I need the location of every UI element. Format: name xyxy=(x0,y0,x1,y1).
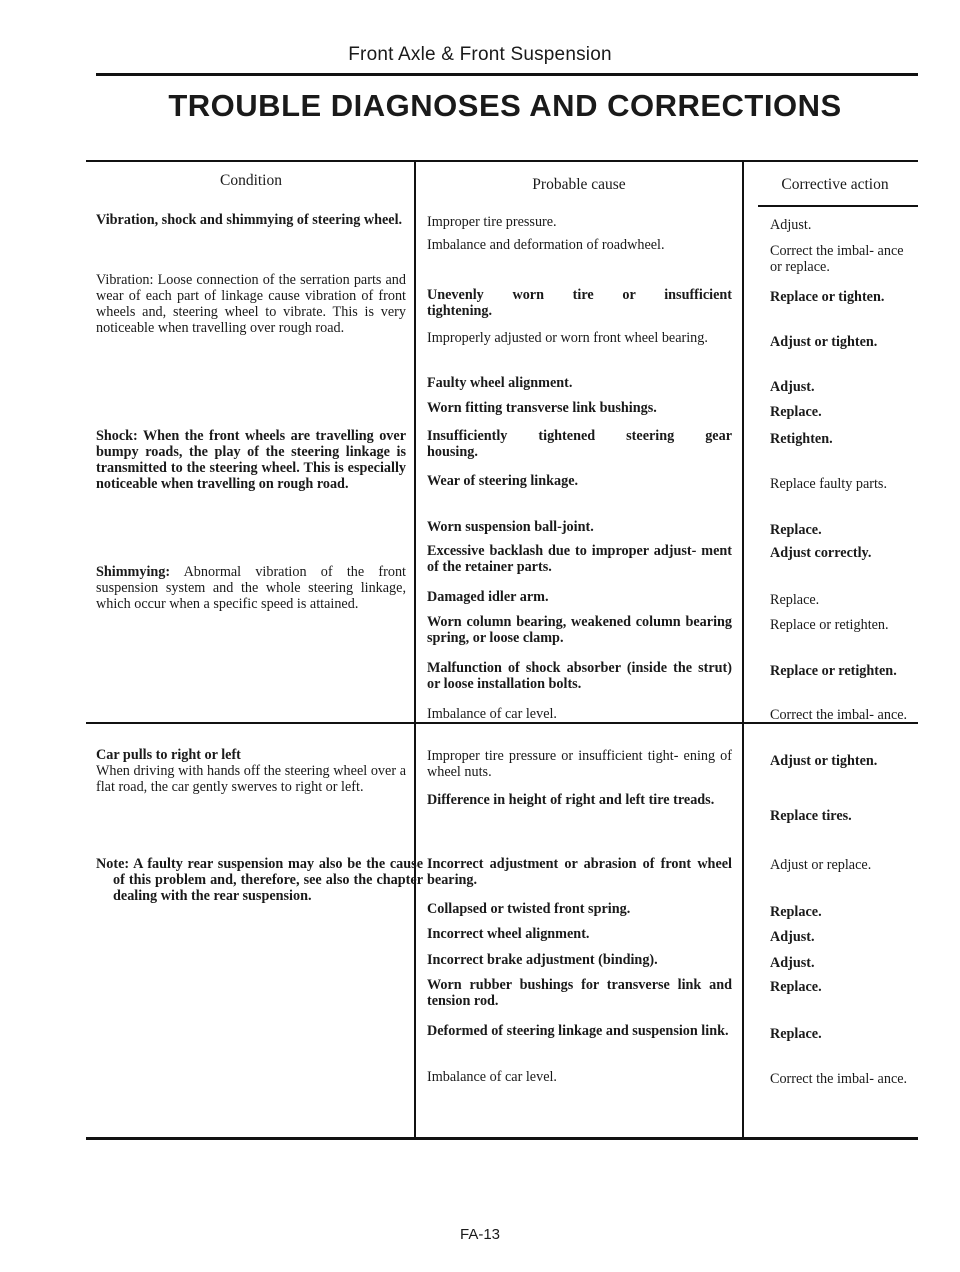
cause-item: Collapsed or twisted front spring. xyxy=(427,901,631,917)
cause-item: Difference in height of right and left tire treads. xyxy=(427,792,715,808)
action-item: Replace. xyxy=(770,592,820,608)
cause-item: Worn rubber bushings for transverse link and tension rod. xyxy=(427,977,732,1009)
condition-note: Note: A faulty rear suspension may also be the cause of this problem and, therefore, see also the chapter dealing with the rear suspension. xyxy=(96,856,423,904)
action-item: Replace tires. xyxy=(770,808,852,824)
action-item: Adjust or replace. xyxy=(770,857,872,873)
column-divider-right xyxy=(742,161,744,1138)
action-item: Replace faulty parts. xyxy=(770,476,887,492)
cause-item: Incorrect brake adjustment (binding). xyxy=(427,952,658,968)
header-rule xyxy=(96,73,918,76)
condition-label: Shock: xyxy=(96,428,138,444)
cause-item: Malfunction of shock absorber (inside the strut) or loose installation bolts. xyxy=(427,660,732,692)
action-item: Replace or retighten. xyxy=(770,617,889,633)
action-item: Replace. xyxy=(770,904,822,920)
table-bottom-rule xyxy=(86,1137,918,1140)
table-top-rule xyxy=(86,160,918,162)
action-item: Adjust. xyxy=(770,217,812,233)
condition-shock: Shock: When the front wheels are travelling over bumpy roads, the play of the steering linkage is transmitted to the steering wheel. This is especially noticeable when travelling on rough road. xyxy=(96,428,406,492)
action-item: Adjust correctly. xyxy=(770,545,872,561)
column-header-cause: Probable cause xyxy=(532,176,626,193)
action-item: Adjust. xyxy=(770,929,815,945)
cause-item: Insufficiently tightened steering gear housing. xyxy=(427,428,732,460)
column-header-action: Corrective action xyxy=(781,176,889,193)
action-item: Correct the imbal- ance or replace. xyxy=(770,243,904,275)
cause-item: Imbalance of car level. xyxy=(427,1069,557,1085)
cause-item: Improperly adjusted or worn front wheel bearing. xyxy=(427,330,708,346)
cause-item: Incorrect adjustment or abrasion of front wheel bearing. xyxy=(427,856,732,888)
cause-item: Improper tire pressure. xyxy=(427,214,557,230)
action-item: Adjust. xyxy=(770,379,815,395)
condition-description: When driving with hands off the steering wheel over a flat road, the car gently swerves to right or left. xyxy=(96,763,406,795)
condition-label: Shimmying: xyxy=(96,564,171,580)
action-item: Adjust. xyxy=(770,955,815,971)
cause-item: Worn fitting transverse link bushings. xyxy=(427,400,657,416)
action-item: Replace or tighten. xyxy=(770,289,885,305)
cause-item: Excessive backlash due to improper adjust- ment of the retainer parts. xyxy=(427,543,732,575)
action-item: Correct the imbal- ance. xyxy=(770,1071,908,1087)
condition-label: Vibration: xyxy=(96,272,154,288)
cause-item: Damaged idler arm. xyxy=(427,589,549,605)
condition-heading: Car pulls to right or left xyxy=(96,747,241,763)
cause-item: Faulty wheel alignment. xyxy=(427,375,573,391)
action-item: Replace. xyxy=(770,979,822,995)
cause-item: Wear of steering linkage. xyxy=(427,473,579,489)
table-head-rule xyxy=(758,205,918,207)
cause-item: Imbalance and deformation of roadwheel. xyxy=(427,237,665,253)
page-section-header: Front Axle & Front Suspension xyxy=(348,44,612,65)
action-item: Correct the imbal- ance. xyxy=(770,707,908,723)
condition-vibration: Vibration: Loose connection of the serration parts and wear of each part of linkage cause vibration of front wheels and, steering wheel to vibrate. This is very noticeable when travelling over rough road. xyxy=(96,272,406,336)
action-item: Replace. xyxy=(770,404,822,420)
action-item: Adjust or tighten. xyxy=(770,753,878,769)
condition-heading: Vibration, shock and shimmying of steering wheel. xyxy=(96,212,403,228)
action-item: Replace or retighten. xyxy=(770,663,897,679)
action-item: Replace. xyxy=(770,1026,822,1042)
action-item: Replace. xyxy=(770,522,822,538)
column-divider-left xyxy=(414,161,416,1138)
page-number: FA-13 xyxy=(459,1226,501,1243)
action-item: Adjust or tighten. xyxy=(770,334,878,350)
page-title: TROUBLE DIAGNOSES AND CORRECTIONS xyxy=(168,88,842,123)
condition-shimmying: Shimmying: Abnormal vibration of the front suspension system and the whole steering linkage, which occur when a specific speed is attained. xyxy=(96,564,406,612)
cause-item: Unevenly worn tire or insufficient tightening. xyxy=(427,287,732,319)
cause-item: Worn column bearing, weakened column bearing spring, or loose clamp. xyxy=(427,614,732,646)
column-header-condition: Condition xyxy=(219,172,282,189)
cause-item: Worn suspension ball-joint. xyxy=(427,519,594,535)
action-item: Retighten. xyxy=(770,431,833,447)
cause-item: Improper tire pressure or insufficient tight- ening of wheel nuts. xyxy=(427,748,732,780)
cause-item: Imbalance of car level. xyxy=(427,706,557,722)
cause-item: Incorrect wheel alignment. xyxy=(427,926,590,942)
cause-item: Deformed of steering linkage and suspension link. xyxy=(427,1023,729,1039)
